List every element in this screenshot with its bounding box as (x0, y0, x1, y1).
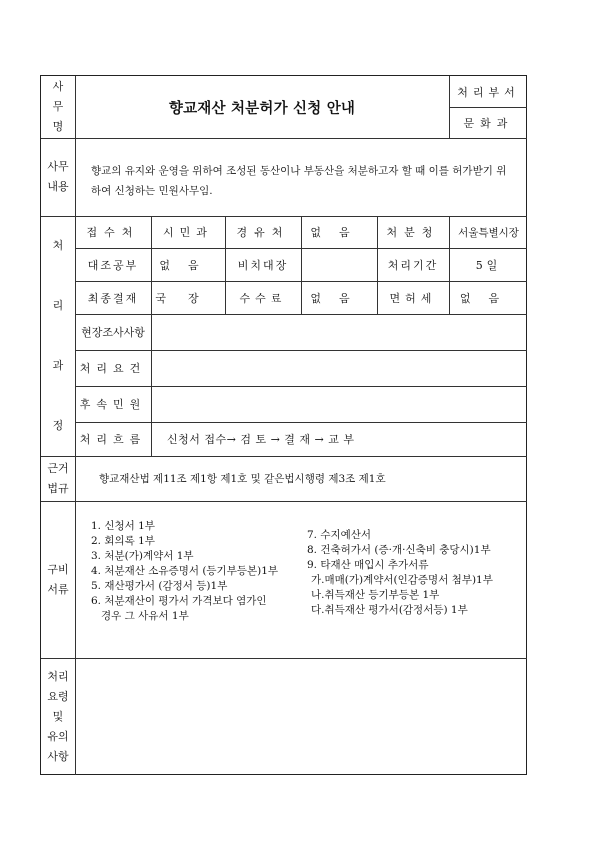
doc-item: 7. 수지예산서 (307, 529, 372, 541)
grid-cell-label: 접수처 (86, 226, 140, 239)
divider (449, 216, 450, 314)
grid-cell-label: 처리기간 (387, 258, 439, 272)
header-row-label (41, 76, 75, 138)
basis-label (41, 456, 75, 501)
notes-label (41, 658, 75, 776)
doc-item: 나.취득재산 등기부등본 1부 (311, 589, 440, 601)
application-guide-form (40, 75, 527, 775)
process-row-value (159, 386, 519, 422)
divider (377, 216, 378, 314)
label-line: 유의 (47, 730, 69, 743)
process-row-value (159, 350, 519, 386)
divider (151, 216, 152, 456)
label-line: 사항 (47, 750, 69, 763)
divider (449, 107, 527, 108)
dept-value: 문화과 (463, 116, 514, 130)
process-label (41, 216, 75, 456)
grid-cell-label: 비치대장 (237, 258, 289, 272)
label-char: 무 (52, 100, 64, 113)
grid-cell-value: 서울특별시장 (458, 226, 519, 239)
divider (41, 456, 527, 457)
grid-cell-value: 없음 (310, 291, 368, 305)
grid-cell-label: 면허세 (389, 291, 437, 305)
notes-text (85, 666, 515, 766)
process-row-value (159, 314, 519, 350)
label-line: 서류 (47, 582, 69, 596)
process-row-label: 현장조사사항 (81, 326, 145, 339)
divider (75, 422, 527, 423)
doc-item: 1. 신청서 1부 (91, 520, 155, 532)
docs-list-left (91, 519, 301, 624)
divider (225, 216, 226, 314)
divider (41, 138, 527, 139)
label-line: 법규 (47, 481, 69, 495)
doc-item: 3. 처분(가)계약서 1부 (91, 550, 194, 562)
divider (41, 216, 527, 217)
doc-item: 8. 건축허가서 (증·개·신축비 충당시)1부 (307, 544, 491, 556)
label-line: 내용 (47, 180, 69, 193)
label-char: 명 (52, 120, 64, 133)
grid-cell-label: 처분청 (386, 226, 440, 239)
doc-item: 다.취득재산 평가서(감정서등) 1부 (311, 604, 468, 616)
doc-item: 4. 처분재산 소유증명서 (등기부등본)1부 (91, 565, 279, 577)
grid-cell-value: 없음 (159, 258, 217, 272)
label-line: 근거 (47, 461, 69, 475)
divider (41, 501, 527, 502)
docs-list-right (307, 528, 522, 618)
grid-cell-value: 국장 (155, 291, 221, 305)
label-char: 정 (52, 419, 64, 432)
divider (41, 658, 527, 659)
doc-item: 6. 처분재산이 평가서 가격보다 염가인 (91, 595, 267, 607)
divider (75, 350, 527, 351)
docs-label (41, 501, 75, 658)
label-line: 구비 (47, 562, 69, 576)
doc-item: 9. 타재산 매입시 추가서류 (307, 559, 429, 571)
label-line: 처리 (47, 670, 69, 683)
label-char: 처 (52, 239, 64, 252)
divider (75, 314, 527, 315)
divider (75, 386, 527, 387)
doc-item: 가.매매(가)계약서(인감증명서 첨부)1부 (311, 574, 493, 586)
divider (75, 76, 76, 775)
process-row-label: 처리요건 (79, 362, 147, 375)
process-row-label: 처리흐름 (79, 433, 147, 446)
process-row-label: 후속민원 (79, 398, 147, 411)
label-char: 과 (52, 359, 64, 372)
label-char: 리 (52, 299, 64, 312)
basis-text: 향교재산법 제11조 제1항 제1호 및 같은법시행령 제3조 제1호 (99, 473, 386, 485)
dept-label: 처리부서 (457, 85, 520, 99)
grid-cell-label: 최종결재 (87, 291, 139, 305)
grid-cell-value: 없음 (459, 291, 518, 305)
label-line: 사무 (47, 160, 69, 173)
divider (301, 216, 302, 314)
doc-item: 5. 재산평가서 (감정서 등)1부 (91, 580, 228, 592)
label-line: 및 (52, 710, 64, 723)
summary-text: 향교의 유지와 운영을 위하여 조성된 동산이나 부동산을 처분하고자 할 때 이를 허가받기 위하여 신청하는 민원사무임. (91, 165, 507, 197)
doc-item: 2. 회의록 1부 (91, 535, 155, 547)
label-char: 사 (52, 80, 64, 93)
grid-cell-label: 대조공부 (87, 258, 139, 272)
process-flow: 신청서 접수→ 검 토 → 결 재 → 교 부 (167, 433, 355, 446)
grid-cell-label: 경유처 (236, 226, 290, 239)
grid-cell-value (301, 248, 377, 281)
page-title: 향교재산 처분허가 신청 안내 (168, 99, 356, 117)
grid-cell-value: 5일 (475, 258, 502, 272)
grid-cell-value: 없음 (310, 226, 368, 239)
grid-cell-value: 시민과 (163, 226, 213, 239)
doc-item: 경우 그 사유서 1부 (91, 610, 189, 622)
summary-label (41, 138, 75, 216)
grid-cell-label: 수수료 (239, 291, 287, 305)
divider (449, 76, 450, 138)
label-line: 요령 (47, 690, 69, 703)
